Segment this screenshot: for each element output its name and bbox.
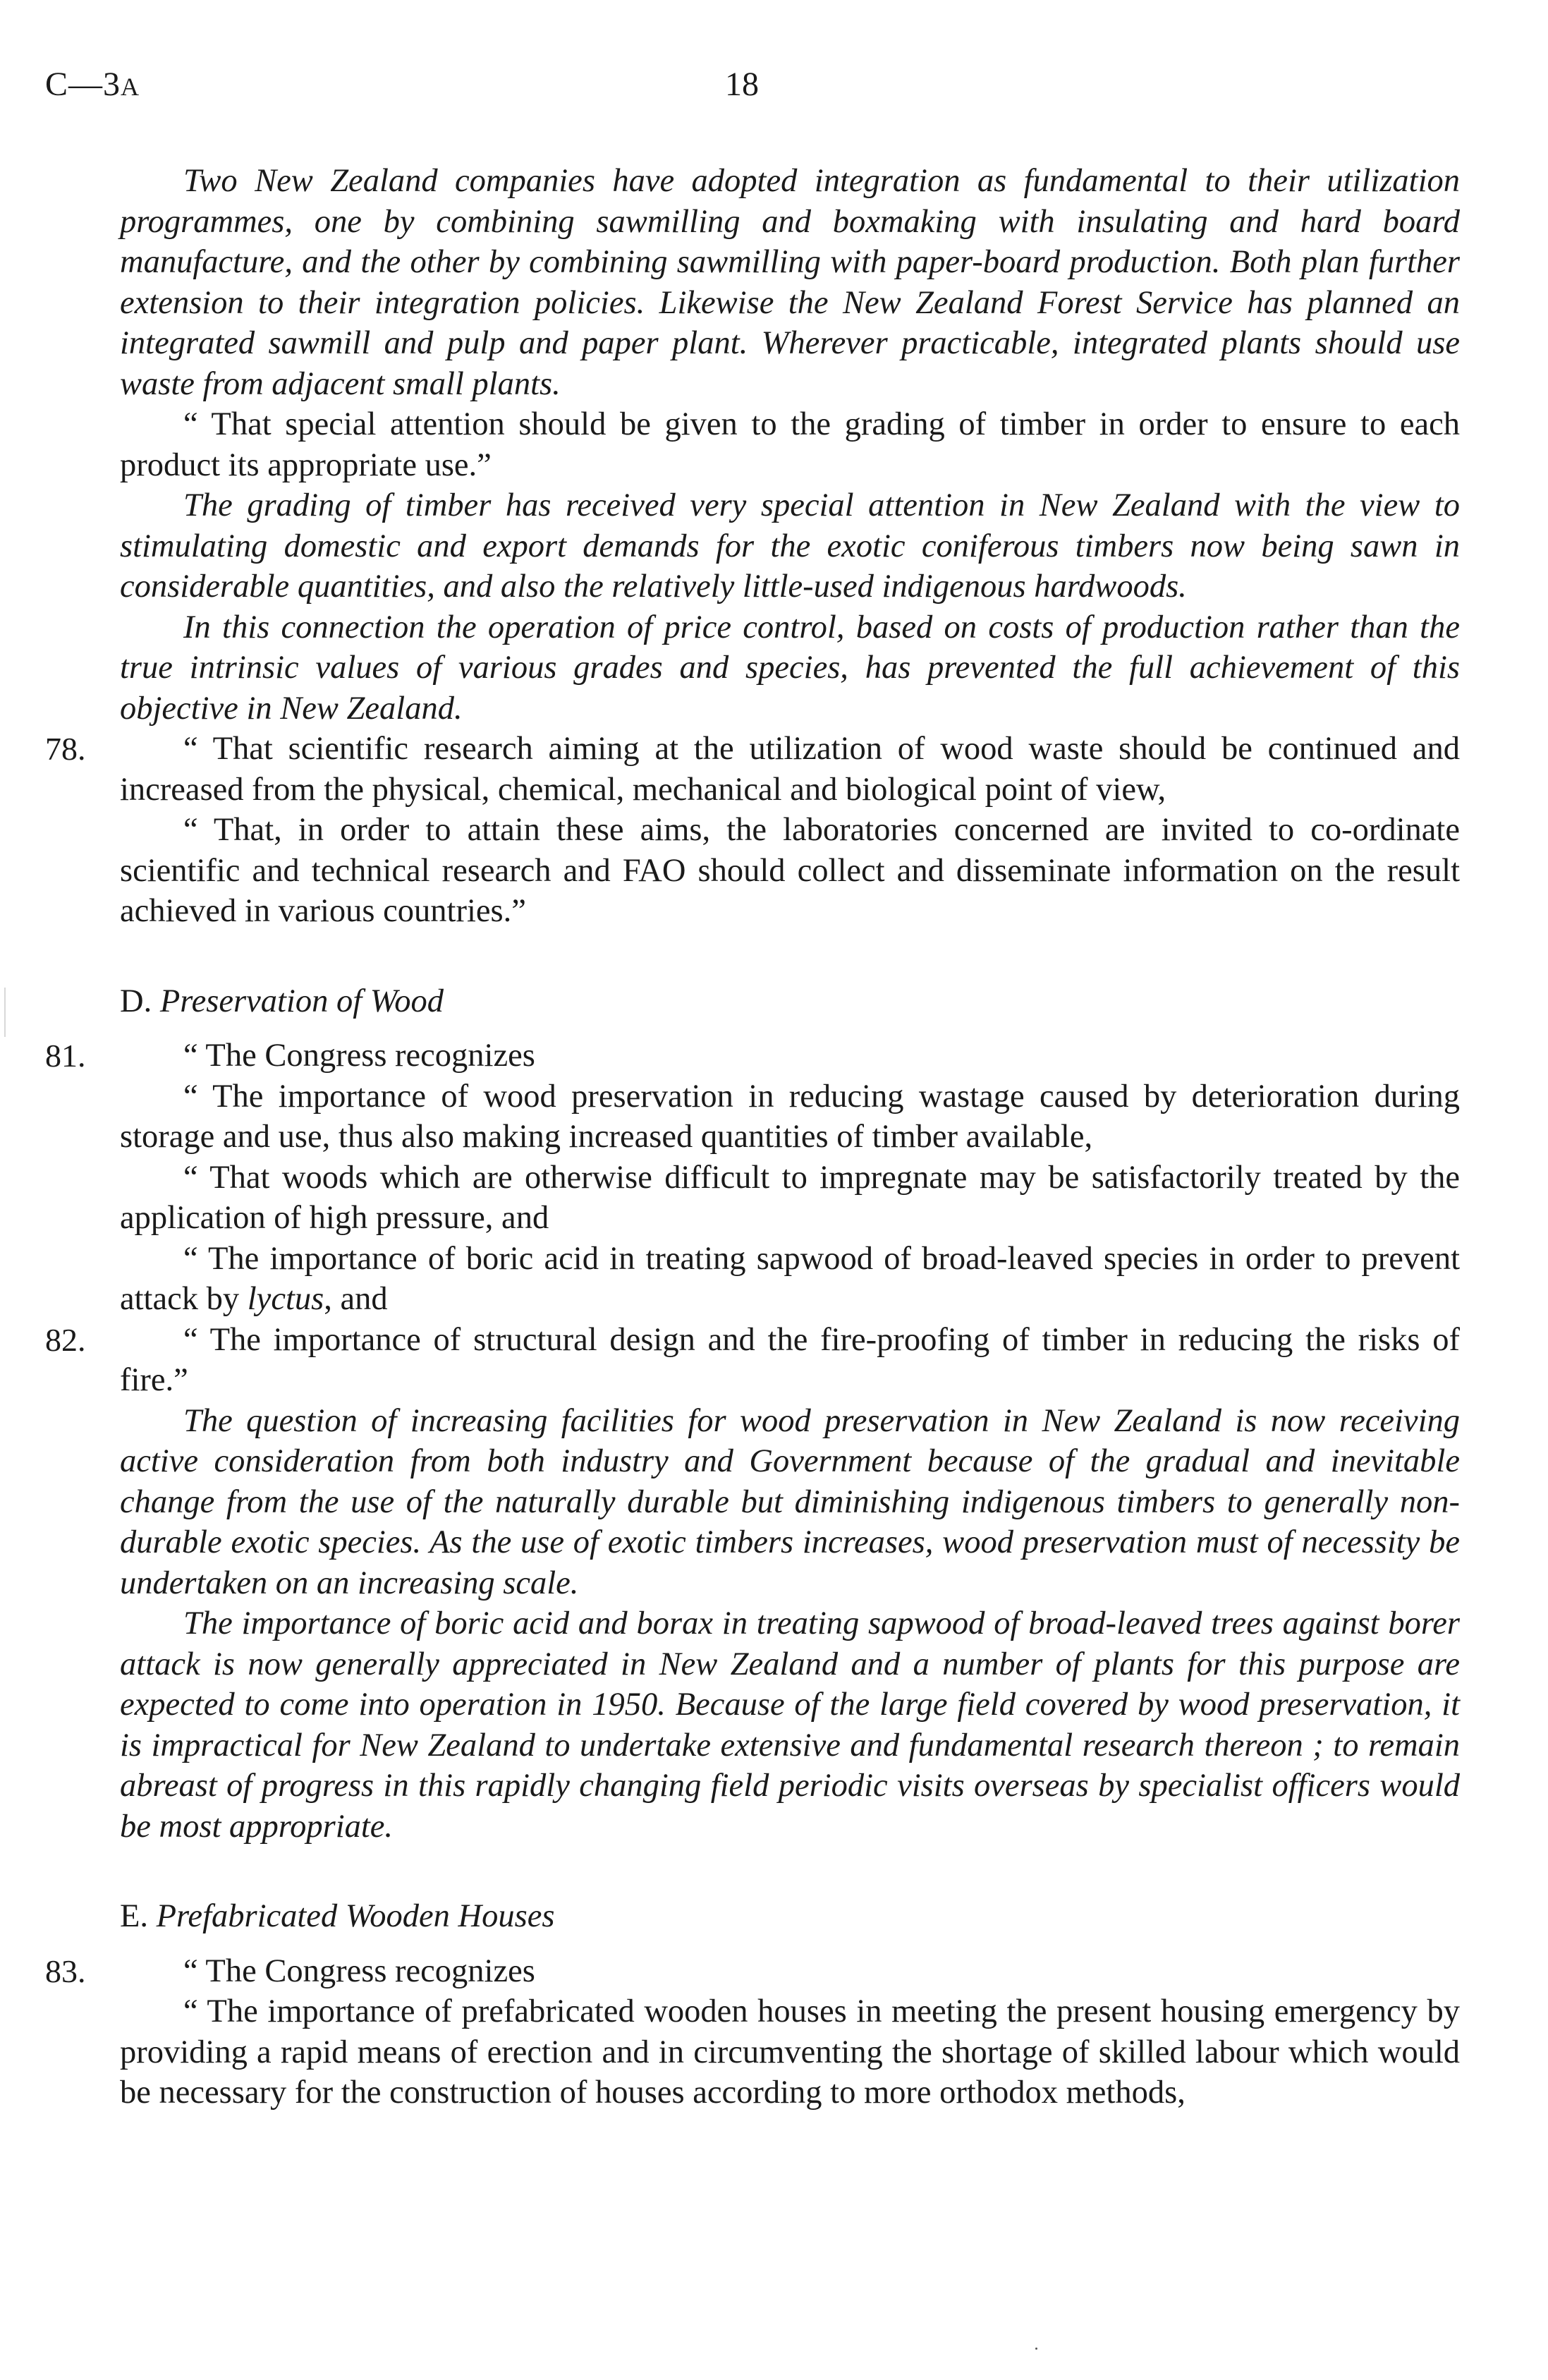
item-82 [45, 1320, 1460, 1401]
item-78 [45, 729, 1460, 810]
paragraph-high-pressure: “ That woods which are otherwise difficult to impregnate may be satisfactorily treated by the application of high pressure, and [120, 1159, 1460, 1236]
section-heading-d: D. Preservation of Wood [120, 983, 444, 1019]
paragraph-scientific-research: “ That scientific research aiming at the utilization of wood waste should be continued and increased from the physical, chemical, mechanical and biological point of view, [120, 731, 1460, 808]
document-code: C—3A [45, 66, 140, 103]
paragraph-integration: Two New Zealand companies have adopted integration as fundamental to their utilization programmes, one by combining sawmilling and boxmaking with insulating and hard board manufacture, and the other by combining sawmilling with paper-board production. Both plan further extension to their integration policies. Likewise the New Zealand Forest Service has planned an integrated sawmill and pulp and paper plant. Wherever practicable, integrated plants should use waste from adjacent small plants. [120, 163, 1460, 402]
paragraph-laboratories: “ That, in order to attain these aims, the laboratories concerned are invited to co-ordinate scientific and technical research and FAO should collect and disseminate information on the result achieved in various countries.” [120, 812, 1460, 929]
paragraph-grading-resolution: “ That special attention should be given to the grading of timber in order to ensure to each product its appropriate use.” [120, 406, 1460, 483]
item-number: 81. [45, 1038, 86, 1074]
item-number: 78. [45, 731, 86, 767]
scan-speck [1035, 2348, 1037, 2350]
paragraph-grading-comment: The grading of timber has received very special attention in New Zealand with the view to stimulating domestic and export demands for the exotic coniferous timbers now being sawn in considerable quantities, and also the relatively little-used indigenous hardwoods. [120, 487, 1460, 605]
page-number: 18 [725, 66, 759, 103]
item-number: 83. [45, 1953, 86, 1989]
item-81 [45, 1036, 1460, 1076]
paragraph-fire-proofing: “ The importance of structural design and the fire-proofing of timber in reducing the risks of fire.” [120, 1321, 1460, 1398]
page-body [45, 161, 1460, 2113]
item-83 [45, 1951, 1460, 1992]
paragraph-boric-acid: “ The importance of boric acid in treating sapwood of broad-leaved species in order to prevent attack by lyctus, and [120, 1240, 1460, 1317]
paragraph-congress-recognizes-2: “ The Congress recognizes [183, 1953, 535, 1989]
paragraph-congress-recognizes: “ The Congress recognizes [183, 1038, 535, 1074]
item-number: 82. [45, 1321, 86, 1358]
paragraph-borax-comment: The importance of boric acid and borax in treating sapwood of broad-leaved trees against borer attack is now generally appreciated in New Zealand and a number of plants for this purpose are expected to come into operation in 1950. Because of the large field covered by wood preservation, it is impractical for New Zealand to undertake extensive and fundamental research thereon ; to remain abreast of progress in this rapidly changing field periodic visits overseas by specialist officers would be most appropriate. [120, 1605, 1460, 1845]
paragraph-preservation-comment: The question of increasing facilities for wood preservation in New Zealand is now receiving active consideration from both industry and Government because of the gradual and inevitable change from the use of the naturally durable but diminishing indigenous timbers to generally non-durable exotic species. As the use of exotic timbers increases, wood preservation must of necessity be undertaken on an increasing scale. [120, 1402, 1460, 1601]
paragraph-prefabricated-houses: “ The importance of prefabricated wooden houses in meeting the present housing emergency by providing a rapid means of erection and in circumventing the shortage of skilled labour which would be necessary for the construction of houses according to more orthodox methods, [120, 1993, 1460, 2111]
paragraph-price-control: In this connection the operation of price control, based on costs of production rather than the true intrinsic values of various grades and species, has prevented the full achievement of this objective in New Zealand. [120, 609, 1460, 727]
scan-edge-mark [4, 988, 6, 1037]
section-heading-e: E. Prefabricated Wooden Houses [120, 1898, 555, 1934]
paragraph-wood-preservation: “ The importance of wood preservation in reducing wastage caused by deterioration during storage and use, thus also making increased quantities of timber available, [120, 1078, 1460, 1155]
